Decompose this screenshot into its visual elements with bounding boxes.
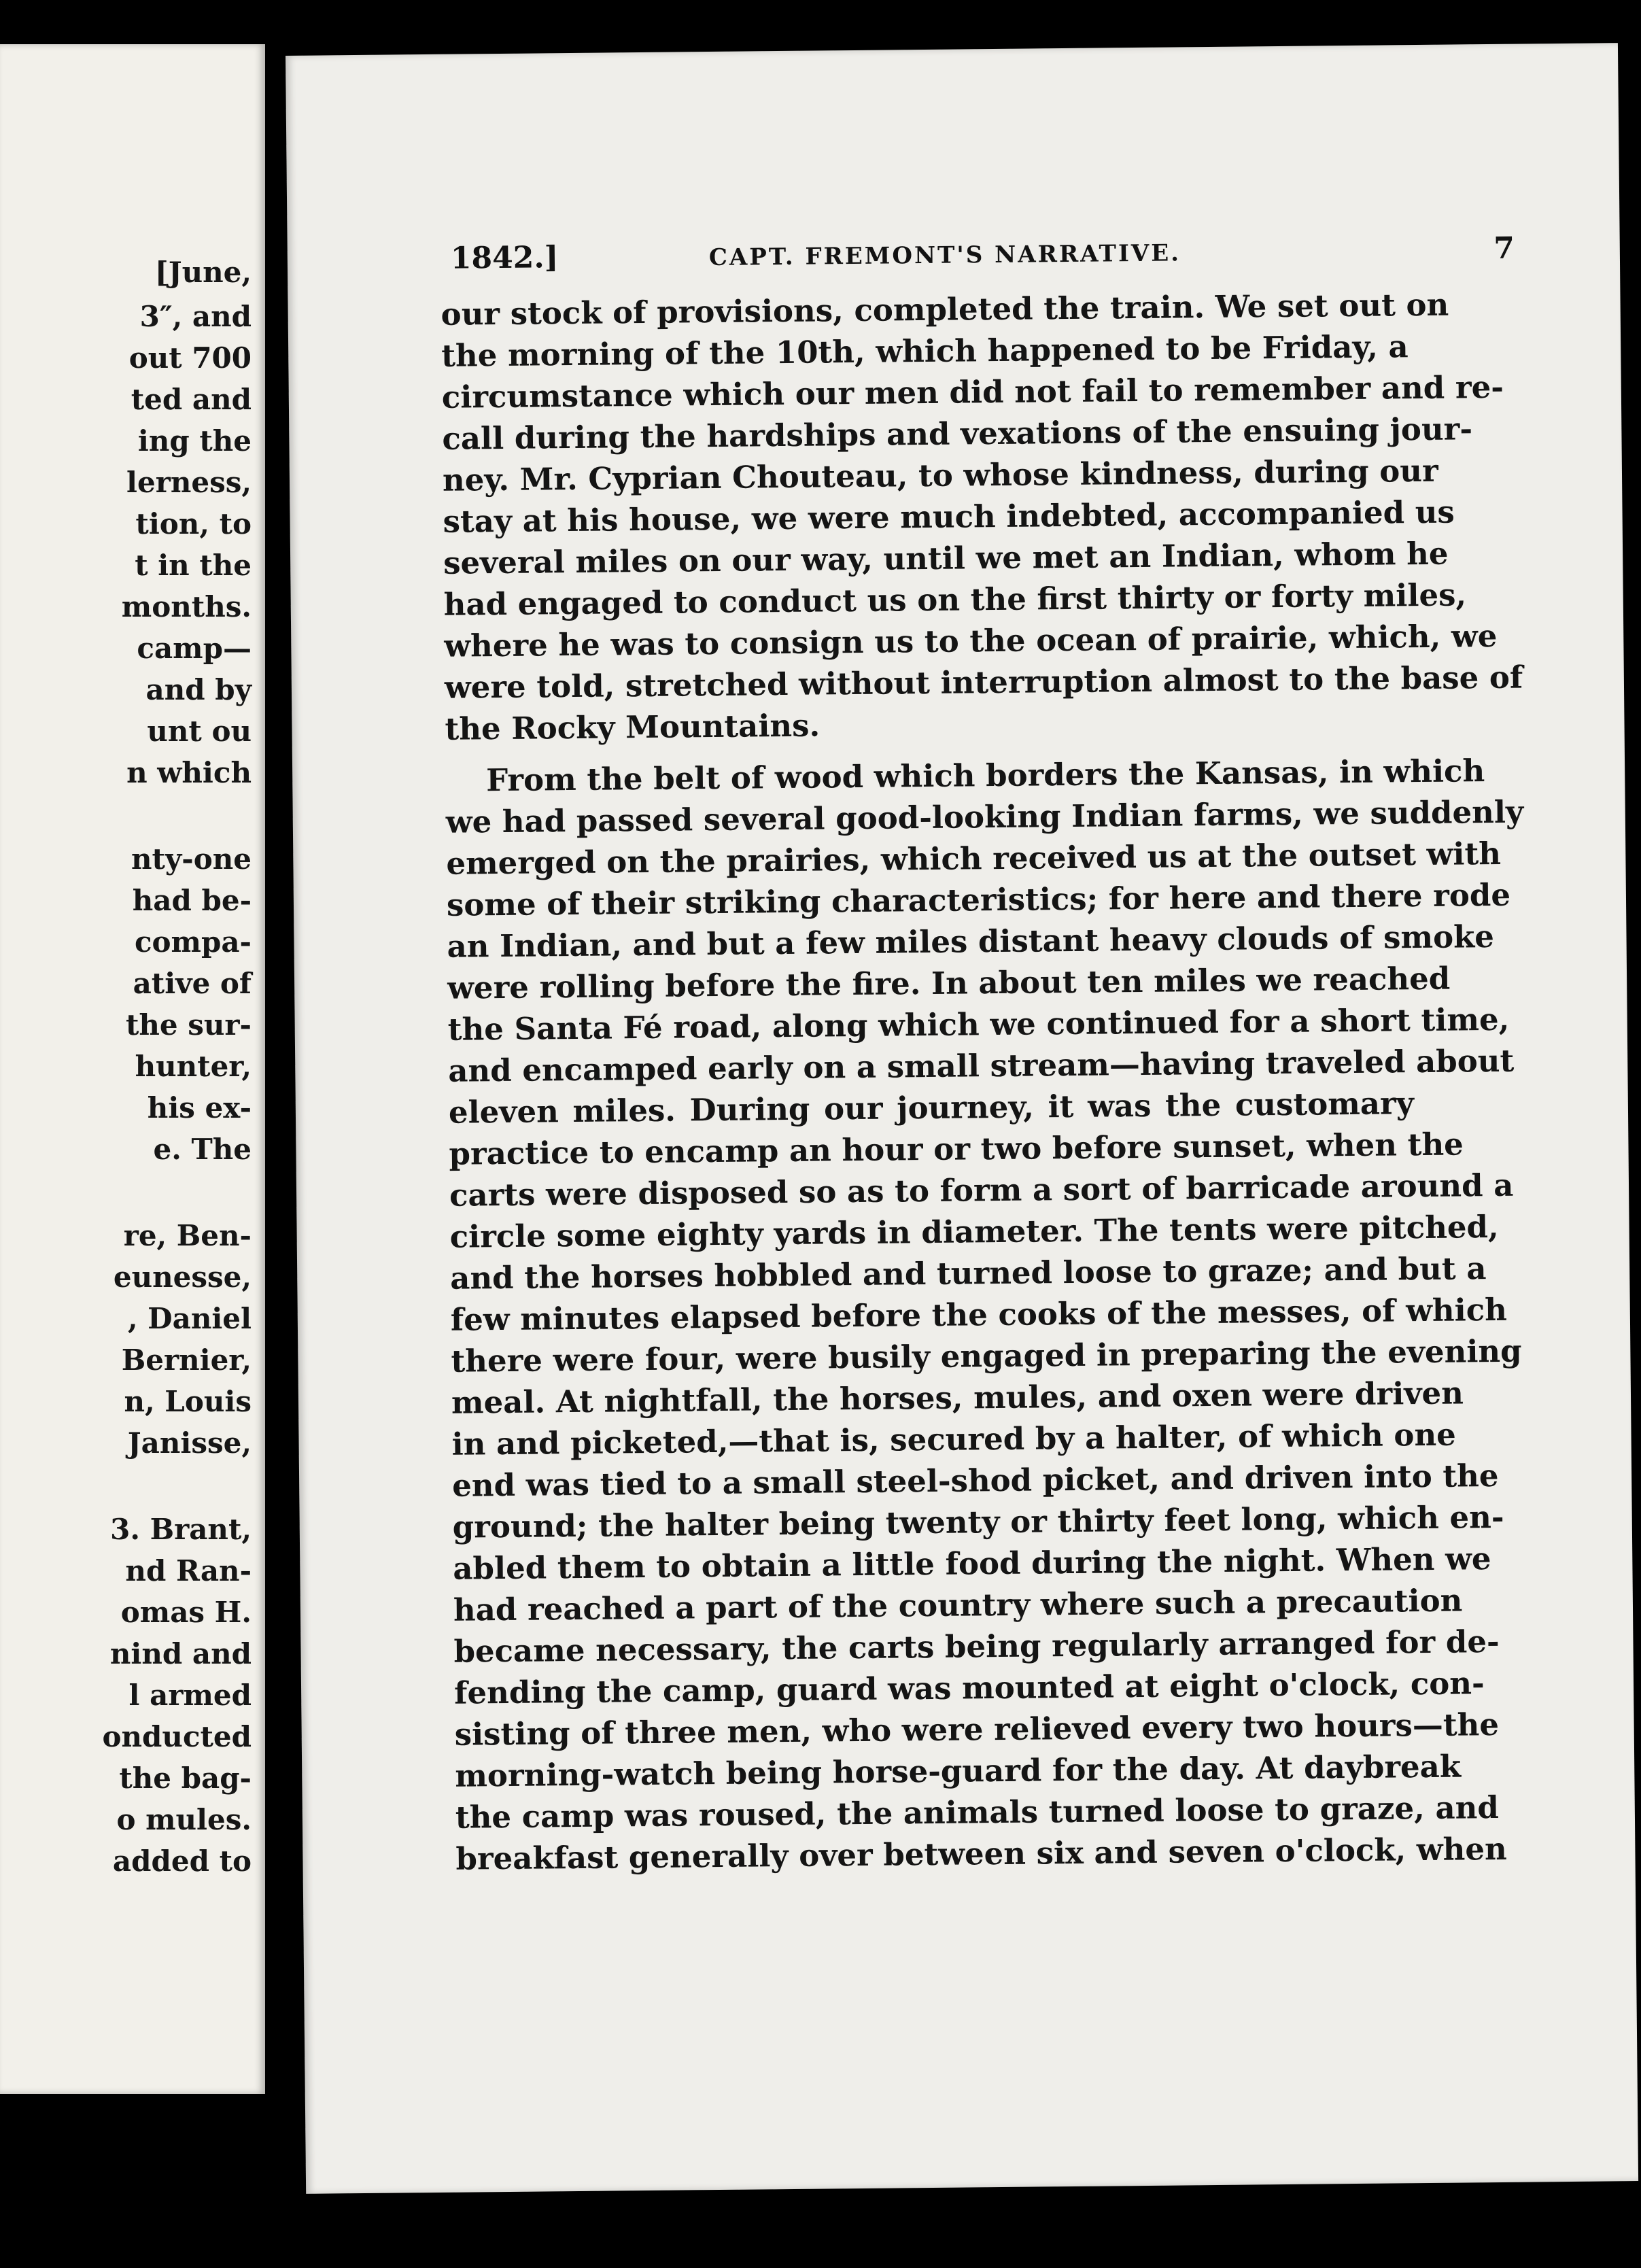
left-line: the bag- bbox=[119, 1762, 252, 1795]
text-line: morning-watch being horse-guard for the day. At daybreak bbox=[455, 1748, 1462, 1794]
text-line: From the belt of wood which borders the Kansas, in which bbox=[485, 753, 1485, 799]
text-line: ground; the halter being twenty or thirty feet long, which en- bbox=[452, 1498, 1504, 1545]
left-line: ing the bbox=[137, 424, 252, 458]
left-line: 3″, and bbox=[139, 300, 252, 333]
left-page bbox=[0, 44, 265, 2094]
text-line: eleven miles. During our journey, it was the customary bbox=[448, 1085, 1415, 1131]
left-line: compa- bbox=[134, 925, 252, 959]
text-line: some of their striking characteristics; for here and there rode bbox=[446, 876, 1511, 923]
text-line: in and picketed,—that is, secured by a halter, of which one bbox=[451, 1416, 1457, 1462]
left-line: his ex- bbox=[147, 1091, 252, 1124]
left-line: o mules. bbox=[116, 1803, 252, 1836]
text-line: became necessary, the carts being regularly arranged for de- bbox=[453, 1623, 1500, 1670]
running-title: CAPT. FREMONT'S NARRATIVE. bbox=[708, 239, 1181, 272]
left-line: e. The bbox=[153, 1133, 252, 1166]
left-line: unt ou bbox=[147, 715, 252, 748]
left-line: ative of bbox=[133, 967, 252, 1000]
left-line: nd Ran- bbox=[125, 1554, 252, 1587]
text-line: circumstance which our men did not fail to remember and re- bbox=[441, 368, 1504, 415]
text-line: the Santa Fé road, along which we continued for a short time, bbox=[447, 1001, 1510, 1048]
text-line: breakfast generally over between six and seven o'clock, when bbox=[455, 1830, 1507, 1877]
text-line: abled them to obtain a little food during the night. When we bbox=[453, 1541, 1491, 1587]
left-line: Janisse, bbox=[127, 1426, 252, 1460]
left-line: 3. Brant, bbox=[110, 1513, 252, 1546]
text-line: circle some eighty yards in diameter. The tents were pitched, bbox=[449, 1208, 1499, 1255]
text-line: and encamped early on a small stream—having traveled about bbox=[448, 1042, 1515, 1089]
left-line: eunesse, bbox=[113, 1260, 252, 1294]
text-line: and the horses hobbled and turned loose to graze; and but a bbox=[450, 1250, 1487, 1296]
text-line: where he was to consign us to the ocean of prairie, which, we bbox=[444, 617, 1498, 664]
left-line: ted and bbox=[131, 383, 252, 416]
left-line: omas H. bbox=[120, 1596, 252, 1629]
text-line: carts were disposed so as to form a sort of barricade around a bbox=[449, 1167, 1514, 1214]
left-line: re, Ben- bbox=[123, 1219, 252, 1252]
text-line: stay at his house, we were much indebted, accompanied us bbox=[443, 494, 1455, 540]
left-line: lerness, bbox=[126, 466, 252, 499]
text-line: there were four, were busily engaged in preparing the evening bbox=[451, 1333, 1522, 1379]
left-line: out 700 bbox=[128, 341, 252, 375]
text-line: call during the hardships and vexations of the ensuing jour- bbox=[442, 411, 1473, 457]
text-line: were told, stretched without interruption almost to the base of bbox=[444, 659, 1523, 706]
left-line: t in the bbox=[135, 549, 252, 582]
text-line: fending the camp, guard was mounted at eight o'clock, con- bbox=[453, 1665, 1485, 1711]
left-line: months. bbox=[121, 590, 252, 623]
text-line: had engaged to conduct us on the first thirty or forty miles, bbox=[443, 577, 1467, 623]
left-line: the sur- bbox=[125, 1008, 252, 1042]
text-line: we had passed several good-looking Indian farms, we suddenly bbox=[445, 793, 1524, 840]
left-line: n, Louis bbox=[124, 1385, 252, 1418]
left-line: [June, bbox=[154, 256, 252, 289]
left-line: onducted bbox=[102, 1720, 252, 1753]
right-page bbox=[286, 43, 1638, 2194]
text-line: ney. Mr. Cyprian Chouteau, to whose kindness, during our bbox=[442, 452, 1438, 498]
page-number: 7 bbox=[1493, 230, 1515, 266]
text-line: the morning of the 10th, which happened to be Friday, a bbox=[441, 328, 1409, 374]
left-line: nty-one bbox=[131, 842, 252, 876]
text-line: had reached a part of the country where such a precaution bbox=[453, 1582, 1463, 1628]
text-line: an Indian, and but a few miles distant heavy clouds of smoke bbox=[447, 918, 1495, 965]
text-line: our stock of provisions, completed the train. We set out on bbox=[441, 286, 1449, 332]
left-line: Bernier, bbox=[121, 1343, 252, 1377]
left-line: tion, to bbox=[135, 507, 252, 540]
page-header bbox=[451, 229, 1641, 289]
text-line: were rolling before the fire. In about ten miles we reached bbox=[447, 960, 1451, 1006]
text-line: several miles on our way, until we met an Indian, whom he bbox=[443, 535, 1449, 581]
text-line: few minutes elapsed before the cooks of the messes, of which bbox=[450, 1291, 1508, 1338]
text-line: the camp was roused, the animals turned loose to graze, and bbox=[455, 1789, 1500, 1836]
text-line: meal. At nightfall, the horses, mules, and oxen were driven bbox=[451, 1375, 1464, 1421]
text-line: sisting of three men, who were relieved every two hours—the bbox=[454, 1706, 1500, 1753]
header-year: 1842.] bbox=[450, 240, 559, 276]
left-line: , Daniel bbox=[127, 1302, 252, 1335]
text-line: end was tied to a small steel-shod picket, and driven into the bbox=[451, 1457, 1499, 1504]
left-line: and by bbox=[145, 673, 252, 706]
text-line: practice to encamp an hour or two before sunset, when the bbox=[449, 1126, 1464, 1172]
left-line: nind and bbox=[109, 1637, 252, 1670]
text-line: emerged on the prairies, which received us at the outset with bbox=[446, 835, 1502, 882]
left-line: hunter, bbox=[135, 1050, 252, 1083]
left-line: added to bbox=[112, 1844, 252, 1878]
body-text bbox=[441, 286, 1524, 1877]
text-line: the Rocky Mountains. bbox=[445, 707, 820, 747]
left-line: had be- bbox=[132, 884, 252, 917]
left-line: l armed bbox=[128, 1679, 252, 1712]
left-line: n which bbox=[126, 756, 252, 789]
left-line: camp— bbox=[137, 632, 252, 665]
